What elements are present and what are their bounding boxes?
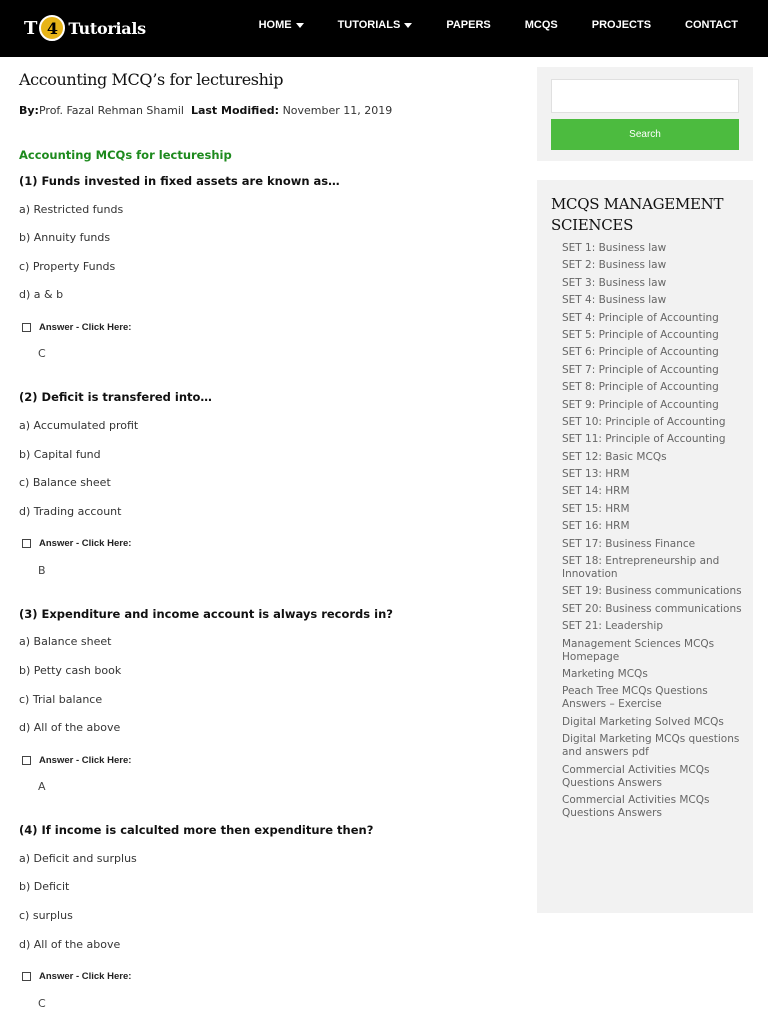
option-d: d) All of the above xyxy=(19,721,121,735)
option-a: a) Deficit and surplus xyxy=(19,851,137,865)
nav-mcqs[interactable]: MCQS xyxy=(524,19,558,31)
sidebar-link[interactable]: Digital Marketing Solved MCQs xyxy=(562,715,724,728)
nav-projects[interactable]: PROJECTS xyxy=(591,19,652,31)
answer-reveal-toggle[interactable] xyxy=(19,752,509,768)
widget-title-line: SCIENCES xyxy=(551,216,634,234)
checkbox-icon[interactable] xyxy=(22,323,31,332)
sidebar-link-list xyxy=(562,242,748,824)
option-a: a) Balance sheet xyxy=(19,635,112,649)
page-title: Accounting MCQ’s for lectureship xyxy=(19,70,284,89)
main-menu xyxy=(225,0,738,50)
option-c: c) Balance sheet xyxy=(19,476,111,490)
question-text: (3) Expenditure and income account is always records in? xyxy=(19,606,393,621)
byline xyxy=(19,104,509,120)
answer-value: B xyxy=(38,563,46,577)
option-d: d) Trading account xyxy=(19,504,122,518)
sidebar-link[interactable]: SET 18: Entrepreneurship and Innovation xyxy=(562,555,720,581)
author-name[interactable]: Prof. Fazal Rehman Shamil xyxy=(38,104,184,117)
top-navigation-bar xyxy=(0,0,768,57)
sidebar-link[interactable]: SET 5: Principle of Accounting xyxy=(562,328,719,341)
sidebar-link[interactable]: Marketing MCQs xyxy=(562,667,648,680)
answer-toggle-label: Answer - Click Here: xyxy=(39,321,132,333)
sidebar-link[interactable]: Commercial Activities MCQs Questions Answers xyxy=(562,793,710,819)
search-button[interactable]: Search xyxy=(551,119,739,150)
checkbox-icon[interactable] xyxy=(22,972,31,981)
answer-reveal-toggle[interactable] xyxy=(19,319,509,335)
question-block xyxy=(19,607,509,796)
sidebar-link[interactable]: SET 11: Principle of Accounting xyxy=(562,433,726,446)
question-block xyxy=(19,174,509,363)
option-a: a) Restricted funds xyxy=(19,202,124,216)
logo-word: Tutorials xyxy=(68,18,146,38)
option-b: b) Capital fund xyxy=(19,447,101,461)
mcqs-management-sciences-widget xyxy=(537,180,753,913)
logo-letter-t: T xyxy=(24,17,38,39)
nav-home-label: HOME xyxy=(258,19,292,31)
sidebar-link[interactable]: SET 17: Business Finance xyxy=(562,537,696,550)
nav-tutorials-label: TUTORIALS xyxy=(337,19,401,31)
widget-title xyxy=(551,194,747,236)
answer-toggle-label: Answer - Click Here: xyxy=(39,971,132,982)
sidebar-link[interactable]: SET 19: Business communications xyxy=(562,585,742,598)
option-c: c) Trial balance xyxy=(19,692,103,706)
nav-contact[interactable]: CONTACT xyxy=(685,19,738,31)
last-modified-label: Last Modified: xyxy=(190,104,280,117)
section-heading: Accounting MCQs for lectureship xyxy=(19,148,232,162)
option-b: b) Annuity funds xyxy=(19,231,111,245)
sidebar-link[interactable]: SET 16: HRM xyxy=(562,520,630,533)
sidebar-link[interactable]: SET 14: HRM xyxy=(562,485,630,498)
checkbox-icon[interactable] xyxy=(22,756,31,765)
sidebar-link[interactable]: SET 4: Principle of Accounting xyxy=(562,311,719,324)
sidebar-link[interactable]: SET 2: Business law xyxy=(562,259,667,272)
answer-value: A xyxy=(38,780,46,794)
search-widget xyxy=(537,67,753,161)
question-text: (2) Deficit is transfered into… xyxy=(19,390,212,405)
chevron-down-icon xyxy=(296,23,304,28)
sidebar-link[interactable]: SET 9: Principle of Accounting xyxy=(562,398,719,411)
sidebar-link[interactable]: Peach Tree MCQs Questions Answers – Exercise xyxy=(562,685,708,711)
question-text: (4) If income is calculted more then expenditure then? xyxy=(19,823,374,838)
question-block xyxy=(19,823,509,1012)
sidebar-link[interactable]: Commercial Activities MCQs Questions Answers xyxy=(562,763,710,789)
sidebar-link[interactable]: SET 8: Principle of Accounting xyxy=(562,381,719,394)
sidebar-link[interactable]: SET 3: Business law xyxy=(562,276,667,289)
option-c: c) Property Funds xyxy=(19,259,116,273)
question-block xyxy=(19,390,509,579)
logo-number-badge: 4 xyxy=(39,15,65,41)
sidebar-link[interactable]: SET 1: Business law xyxy=(562,242,667,254)
answer-value: C xyxy=(38,996,46,1010)
widget-title-line: MCQS MANAGEMENT xyxy=(551,195,724,213)
site-logo[interactable] xyxy=(24,13,146,43)
answer-toggle-label: Answer - Click Here: xyxy=(39,754,132,766)
sidebar-link[interactable]: SET 6: Principle of Accounting xyxy=(562,346,719,359)
sidebar-link[interactable]: SET 15: HRM xyxy=(562,502,630,515)
sidebar-link[interactable]: SET 10: Principle of Accounting xyxy=(562,415,726,428)
option-d: d) All of the above xyxy=(19,937,121,951)
sidebar-link[interactable]: SET 4: Business law xyxy=(562,294,667,307)
nav-papers[interactable]: PAPERS xyxy=(446,19,491,31)
article-content xyxy=(19,70,509,1013)
chevron-down-icon xyxy=(404,23,412,28)
option-b: b) Deficit xyxy=(19,880,70,894)
answer-toggle-label: Answer - Click Here: xyxy=(39,538,132,550)
answer-value: C xyxy=(38,347,46,361)
sidebar-link[interactable]: SET 12: Basic MCQs xyxy=(562,450,667,463)
sidebar-link[interactable]: SET 20: Business communications xyxy=(562,602,742,615)
sidebar-link[interactable]: Digital Marketing MCQs questions and answers pdf xyxy=(562,733,740,759)
search-input[interactable] xyxy=(551,79,739,113)
sidebar-link[interactable]: SET 13: HRM xyxy=(562,468,630,481)
nav-tutorials[interactable] xyxy=(338,19,413,31)
answer-reveal-toggle[interactable] xyxy=(19,536,509,552)
nav-home[interactable] xyxy=(259,19,304,31)
option-c: c) surplus xyxy=(19,908,73,922)
sidebar-link[interactable]: SET 21: Leadership xyxy=(562,620,663,633)
option-b: b) Petty cash book xyxy=(19,663,122,677)
by-label: By: xyxy=(19,104,39,117)
checkbox-icon[interactable] xyxy=(22,539,31,548)
sidebar-link[interactable]: Management Sciences MCQs Homepage xyxy=(562,637,715,663)
question-text: (1) Funds invested in fixed assets are known as… xyxy=(19,174,340,188)
answer-reveal-toggle[interactable] xyxy=(19,969,509,985)
option-a: a) Accumulated profit xyxy=(19,418,139,432)
last-modified-date: November 11, 2019 xyxy=(282,104,393,117)
option-d: d) a & b xyxy=(19,288,64,302)
sidebar-link[interactable]: SET 7: Principle of Accounting xyxy=(562,363,719,376)
